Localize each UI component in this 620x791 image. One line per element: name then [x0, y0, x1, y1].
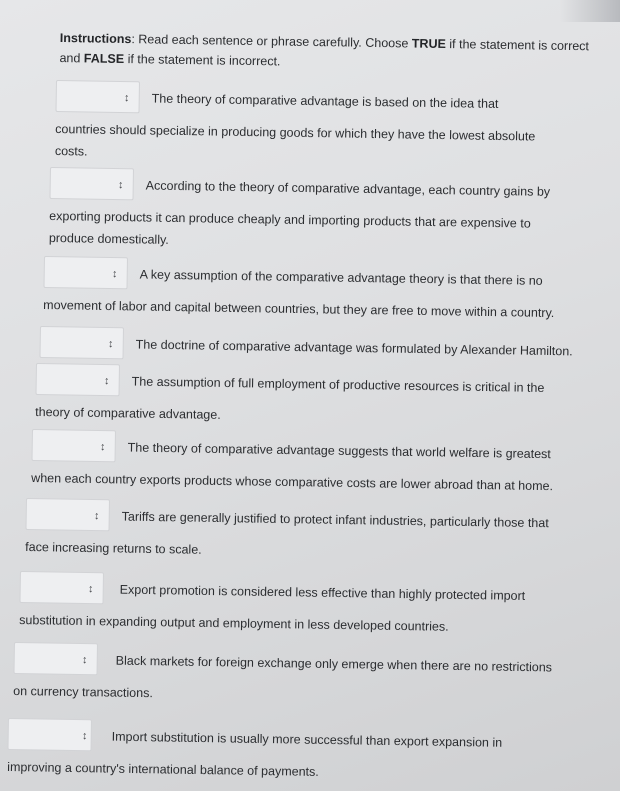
question-1-continuation: countries should specialize in producing goods for which they have the lowest absolute costs. — [54, 121, 536, 159]
question-10-text: Import substitution is usually more successful than export expansion in — [111, 729, 503, 750]
question-10-continuation: improving a country's international balance of payments. — [7, 759, 319, 779]
spinner-icon[interactable]: ↕ — [117, 179, 124, 192]
instructions-text-b: if the statement is correct and — [59, 37, 590, 66]
spinner-icon[interactable]: ↕ — [93, 510, 100, 523]
question-3 — [43, 256, 564, 324]
question-5-continuation: theory of comparative advantage. — [35, 404, 221, 422]
instructions-label: Instructions — [59, 30, 132, 47]
spinner-icon[interactable]: ↕ — [103, 375, 110, 388]
question-1 — [55, 80, 542, 170]
question-7-text: Tariffs are generally justified to protect infant industries, particularly those that — [121, 509, 549, 531]
false-keyword: FALSE — [83, 51, 125, 67]
spinner-icon[interactable]: ↕ — [123, 92, 130, 105]
question-4 — [39, 326, 579, 368]
question-6 — [31, 429, 582, 498]
question-6-text: The theory of comparative advantage suggests that world welfare is greatest — [127, 440, 551, 462]
question-7-continuation: face increasing returns to scale. — [25, 539, 202, 557]
question-2 — [48, 167, 551, 257]
spinner-icon[interactable]: ↕ — [107, 338, 114, 351]
question-7 — [25, 498, 582, 567]
spinner-icon[interactable]: ↕ — [81, 654, 88, 667]
question-9-text: Black markets for foreign exchange only emerge when there are no restrictions — [115, 653, 553, 675]
question-8 — [19, 571, 580, 640]
question-6-continuation: when each country exports products whose comparative costs are lower abroad than at home. — [31, 470, 554, 494]
question-5 — [35, 363, 576, 431]
instructions-text-a: : Read each sentence or phrase carefully. Choose — [131, 32, 412, 51]
spinner-icon[interactable]: ↕ — [87, 583, 94, 596]
question-9-continuation: on currency transactions. — [13, 683, 153, 701]
corner-shadow — [560, 0, 620, 22]
question-8-continuation: substitution in expanding output and employment in less developed countries. — [19, 612, 449, 634]
question-8-text: Export promotion is considered less effective than highly protected import — [119, 582, 526, 603]
spinner-icon[interactable]: ↕ — [81, 730, 88, 743]
question-3-continuation: movement of labor and capital between countries, but they are free to move within a country. — [43, 297, 555, 321]
question-1-text: The theory of comparative advantage is based on the idea that — [151, 91, 499, 111]
question-9 — [13, 642, 584, 711]
spinner-icon[interactable]: ↕ — [99, 441, 106, 454]
instructions-text-c: if the statement is incorrect. — [124, 52, 281, 69]
question-3-text: A key assumption of the comparative advantage theory is that there is no — [139, 267, 543, 288]
spinner-icon[interactable]: ↕ — [111, 268, 118, 281]
question-5-text: The assumption of full employment of productive resources is critical in the — [131, 374, 545, 395]
true-keyword: TRUE — [411, 36, 446, 52]
instructions — [59, 28, 590, 76]
question-4-text: The doctrine of comparative advantage was formulated by Alexander Hamilton. — [135, 337, 573, 359]
question-2-continuation: exporting products it can produce cheaply and importing products that are expensive to produce domestically. — [48, 208, 531, 247]
question-10 — [7, 718, 568, 787]
question-2-text: According to the theory of comparative advantage, each country gains by — [145, 178, 551, 199]
